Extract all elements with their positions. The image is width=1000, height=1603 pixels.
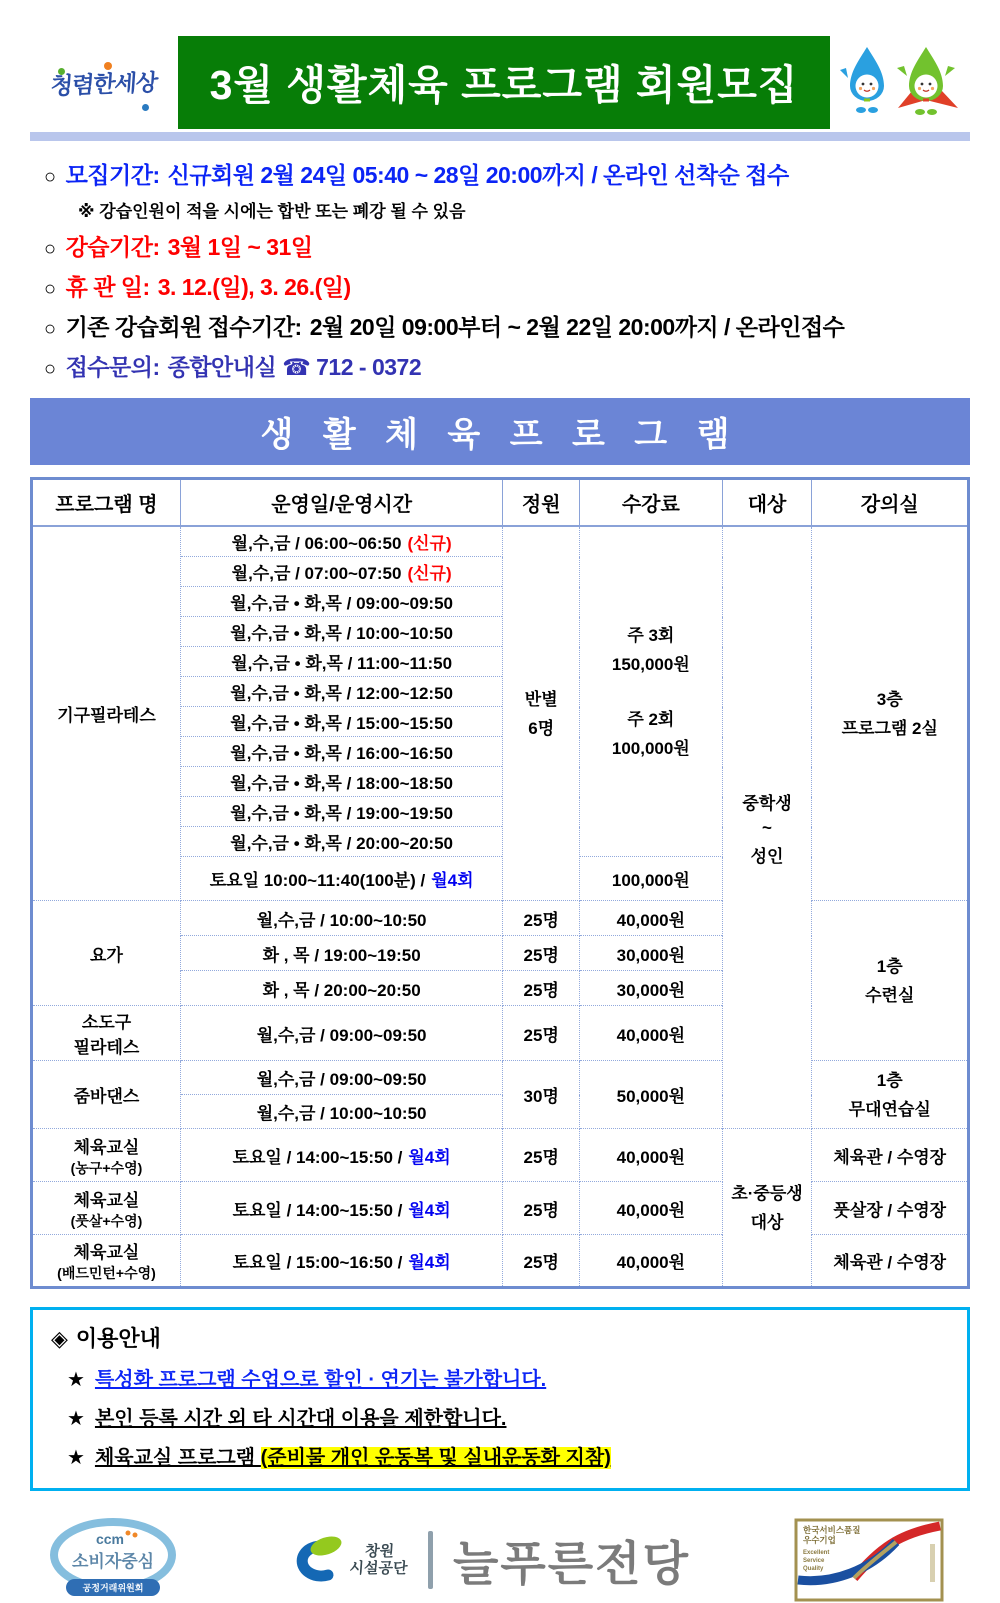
monthly4-tag: 월4회: [431, 871, 474, 890]
circle-bullet-icon: ○: [44, 278, 56, 300]
program-table: [30, 477, 970, 1289]
new-tag: (신규): [407, 564, 452, 583]
notice-closed-days: [44, 269, 964, 302]
column-header-fee: 수강료: [580, 479, 722, 527]
ccm-name-text: 소비자중심: [71, 1552, 155, 1571]
cell-schedule: 월,수,금 / 10:00~10:50: [180, 901, 502, 936]
changwon-swoosh-icon: [282, 1535, 344, 1585]
table-row: [32, 1129, 969, 1182]
ccm-ribbon-text: 공정거래위원회: [82, 1583, 144, 1593]
cell-capacity: 25명: [503, 971, 580, 1006]
column-header-target: 대상: [722, 479, 812, 527]
cell-program-name: 체육교실 (농구+수영): [32, 1129, 181, 1182]
cell-schedule: 월,수,금 • 화,목 / 19:00~19:50: [180, 797, 502, 827]
star-icon: ★: [67, 1447, 85, 1469]
cell-capacity: 25명: [503, 1182, 580, 1235]
table-row: [32, 1061, 969, 1095]
cell-room: 3층 프로그램 2실: [812, 526, 969, 901]
circle-bullet-icon: ○: [44, 166, 56, 188]
cell-schedule: 화 , 목 / 19:00~19:50: [180, 936, 502, 971]
cell-room: 체육관 / 수영장: [812, 1235, 969, 1288]
cell-capacity: 25명: [503, 1235, 580, 1288]
cell-room: 1층 무대연습실: [812, 1061, 969, 1129]
cert-line1: 한국서비스품질: [802, 1525, 861, 1535]
cell-schedule: 화 , 목 / 20:00~20:50: [180, 971, 502, 1006]
cell-schedule: 토요일 / 14:00~15:50 / 월4회: [180, 1129, 502, 1182]
notice-label: 휴 관 일:: [65, 274, 150, 300]
hall-wordmark: 늘푸른전당: [452, 1536, 690, 1590]
cell-schedule: 월,수,금 • 화,목 / 10:00~10:50: [180, 617, 502, 647]
cell-schedule: 월,수,금 • 화,목 / 16:00~16:50: [180, 737, 502, 767]
svg-text:Quality: Quality: [802, 1566, 824, 1572]
highlighted-text: (준비물 개인 운동복 및 실내운동화 지참): [260, 1447, 611, 1469]
mascot-blue-icon: [840, 47, 884, 113]
cell-schedule: 토요일 / 15:00~16:50 / 월4회: [180, 1235, 502, 1288]
cell-schedule: 월,수,금 • 화,목 / 11:00~11:50: [180, 647, 502, 677]
notice-label: 강습기간:: [65, 234, 160, 260]
cell-capacity: 25명: [503, 901, 580, 936]
table-row: [32, 526, 969, 557]
circle-bullet-icon: ○: [44, 358, 56, 380]
service-quality-cert-mark: [794, 1518, 944, 1602]
cell-fee: 30,000원: [580, 936, 722, 971]
column-header-room: 강의실: [812, 479, 969, 527]
notice-recruit-period: [44, 157, 964, 190]
logo-text: 청렴한세상: [49, 68, 159, 99]
column-header-program: 프로그램 명: [32, 479, 181, 527]
cell-fee: 40,000원: [580, 1006, 722, 1061]
footer: [30, 1517, 970, 1603]
table-row: [32, 1235, 969, 1288]
ccm-consumer-logo: [48, 1517, 178, 1603]
header: [30, 40, 970, 124]
reference-mark-icon: ※: [78, 202, 95, 221]
notice-label: 접수문의:: [65, 354, 160, 380]
cell-program-name: 소도구 필라테스: [32, 1006, 181, 1061]
notice-list: [44, 157, 964, 382]
star-icon: ★: [67, 1369, 85, 1391]
column-header-schedule: 운영일/운영시간: [180, 479, 502, 527]
cell-schedule: 월,수,금 / 10:00~10:50: [180, 1095, 502, 1129]
diamond-icon: ◈: [51, 1326, 68, 1351]
notice-class-period: [44, 229, 964, 262]
cell-room: 체육관 / 수영장: [812, 1129, 969, 1182]
cell-schedule: 토요일 10:00~11:40(100분) / 월4회: [180, 857, 502, 901]
section-banner: 생 활 체 육 프 로 그 램: [30, 398, 970, 465]
notice-label: 모집기간:: [65, 162, 160, 188]
mascot-green-icon: [897, 47, 958, 115]
cell-schedule: 월,수,금 • 화,목 / 15:00~15:50: [180, 707, 502, 737]
notice-subnote: [78, 197, 964, 222]
cell-schedule: 월,수,금 / 06:00~06:50 (신규): [180, 526, 502, 557]
table-row: [32, 1182, 969, 1235]
cell-capacity: 25명: [503, 1129, 580, 1182]
monthly4-tag: 월4회: [408, 1147, 451, 1167]
cert-line2: 우수기업: [802, 1535, 836, 1545]
notice-existing-members: [44, 309, 964, 342]
notice-text: 2월 20일 09:00부터 ~ 2월 22일 20:00까지 / 온라인접수: [309, 314, 845, 340]
notice-text: 신규회원 2월 24일 05:40 ~ 28일 20:00까지 / 온라인 선착순 접수: [167, 162, 789, 188]
cell-capacity: 25명: [503, 936, 580, 971]
cell-schedule: 월,수,금 / 09:00~09:50: [180, 1006, 502, 1061]
circle-bullet-icon: ○: [44, 238, 56, 260]
page-title: 3월 생활체육 프로그램 회원모집: [209, 61, 799, 108]
info-title: ◈ 이용안내: [51, 1326, 161, 1351]
cell-schedule: 토요일 / 14:00~15:50 / 월4회: [180, 1182, 502, 1235]
cell-program-name: 체육교실 (배드민턴+수영): [32, 1235, 181, 1288]
changwon-hall-logo: [282, 1527, 690, 1594]
cell-room: 풋살장 / 수영장: [812, 1182, 969, 1235]
cell-program-name: 줌바댄스: [32, 1061, 181, 1129]
cell-schedule: 월,수,금 • 화,목 / 09:00~09:50: [180, 587, 502, 617]
cell-fee: 주 3회 150,000원 주 2회 100,000원: [580, 526, 722, 857]
notice-label: 기존 강습회원 접수기간:: [65, 314, 302, 340]
cell-fee: 40,000원: [580, 901, 722, 936]
changwon-name: 창원 시설공단: [348, 1542, 408, 1577]
cell-capacity: 25명: [503, 1006, 580, 1061]
cell-program-name: 기구필라테스: [32, 526, 181, 901]
notice-contact: [44, 349, 964, 382]
cell-fee: 40,000원: [580, 1235, 722, 1288]
cell-schedule: 월,수,금 / 07:00~07:50 (신규): [180, 557, 502, 587]
notice-text: 3. 12.(일), 3. 26.(일): [157, 274, 351, 300]
circle-bullet-icon: ○: [44, 318, 56, 340]
cell-schedule: 월,수,금 / 09:00~09:50: [180, 1061, 502, 1095]
column-header-capacity: 정원: [503, 479, 580, 527]
cell-program-name: 요가: [32, 901, 181, 1006]
cell-fee: 100,000원: [580, 857, 722, 901]
svg-text:Service: Service: [802, 1558, 825, 1564]
cheongryeom-logo: [30, 66, 178, 99]
new-tag: (신규): [407, 534, 452, 553]
table-row: [32, 901, 969, 936]
info-item: ★ 특성화 프로그램 수업으로 할인 · 연기는 불가합니다.: [67, 1369, 547, 1391]
svg-text:ccm: ccm: [95, 1531, 125, 1547]
cell-schedule: 월,수,금 • 화,목 / 20:00~20:50: [180, 827, 502, 857]
cell-fee: 50,000원: [580, 1061, 722, 1129]
cell-target: 초·중등생 대상: [722, 1129, 812, 1288]
cell-capacity: 반별 6명: [503, 526, 580, 901]
cell-fee: 40,000원: [580, 1182, 722, 1235]
cell-fee: 30,000원: [580, 971, 722, 1006]
notice-text: 강습인원이 적을 시에는 합반 또는 폐강 될 수 있음: [99, 202, 466, 221]
cell-schedule: 월,수,금 • 화,목 / 18:00~18:50: [180, 767, 502, 797]
info-item: ★ 본인 등록 시간 외 타 시간대 이용을 제한합니다.: [67, 1408, 507, 1430]
notice-text: 종합안내실 ☎ 712 - 0372: [167, 354, 422, 380]
logo-dot-blue-icon: [142, 104, 149, 111]
usage-info-box: [30, 1307, 970, 1491]
logo-separator-bar: [428, 1531, 433, 1589]
cert-line3: Excellent: [802, 1550, 830, 1556]
star-icon: ★: [67, 1408, 85, 1430]
monthly4-tag: 월4회: [408, 1253, 451, 1272]
cell-fee: 40,000원: [580, 1129, 722, 1182]
header-divider-bar: [30, 132, 970, 141]
cell-schedule: 월,수,금 • 화,목 / 12:00~12:50: [180, 677, 502, 707]
cell-target: 중학생 ~ 성인: [722, 526, 812, 1129]
cell-room: 1층 수련실: [812, 901, 969, 1061]
monthly4-tag: 월4회: [408, 1200, 451, 1220]
mascot-icons: [834, 42, 966, 122]
notice-text: 3월 1일 ~ 31일: [167, 234, 313, 260]
table-header-row: [32, 479, 969, 527]
page-title-banner: [178, 36, 830, 129]
cell-capacity: 30명: [503, 1061, 580, 1129]
cell-program-name: 체육교실 (풋살+수영): [32, 1182, 181, 1235]
info-item: ★ 체육교실 프로그램 (준비물 개인 운동복 및 실내운동화 지참): [67, 1447, 611, 1469]
mascots: [830, 42, 970, 122]
